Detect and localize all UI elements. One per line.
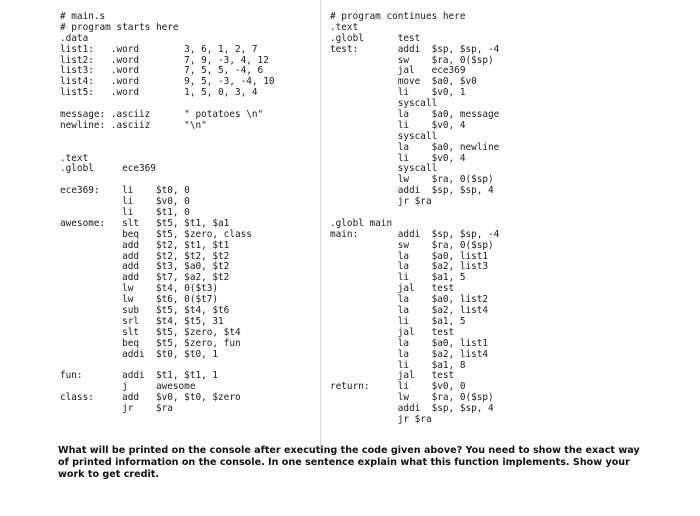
right-code-line: syscall: [330, 98, 438, 110]
right-code-line: li $v0, 1: [330, 87, 466, 99]
right-code-line: la $a2, list4: [330, 348, 489, 360]
left-code-line: li $v0, 0: [60, 196, 190, 208]
right-code-line: return: li $v0, 0: [330, 381, 466, 393]
left-code-line: add $t2, $t1, $t1: [60, 239, 230, 251]
left-code-line: newline: .asciiz "\n": [60, 119, 207, 131]
right-code-line: jal test: [330, 283, 455, 295]
right-code-line: la $a0, newline: [330, 141, 500, 153]
left-code-line: add $t2, $t2, $t2: [60, 250, 230, 262]
left-code-line: list3: .word 7, 5, 5, -4, 6: [60, 65, 264, 77]
right-code-line: la $a0, message: [330, 109, 500, 121]
left-code-line: awesome: slt $t5, $t1, $a1: [60, 217, 230, 229]
right-code-line: .text: [330, 21, 359, 33]
right-code-line: la $a2, list3: [330, 261, 489, 273]
right-code-line: main: addi $sp, $sp, -4: [330, 228, 500, 240]
left-code-line: list5: .word 1, 5, 0, 3, 4: [60, 87, 258, 99]
left-code-line: .globl ece369: [60, 163, 156, 175]
right-code-line: # program continues here: [330, 11, 466, 22]
left-code-column: [60, 12, 350, 415]
right-code-line: move $a0, $v0: [330, 76, 477, 88]
right-code-line: la $a0, list1: [330, 337, 489, 349]
right-code-line: li $a1, 8: [330, 359, 466, 371]
right-code-line: jr $ra: [330, 196, 432, 208]
right-code-line: li $v0, 4: [330, 152, 466, 164]
right-code-line: lw $ra, 0($sp): [330, 392, 494, 404]
right-code-line: sw $ra, 0($sp): [330, 54, 494, 66]
left-code-line: class: add $v0, $t0, $zero: [60, 392, 241, 404]
right-code-line: jal ece369: [330, 65, 466, 77]
right-code-line: .globl test: [330, 32, 421, 44]
left-code-line: [60, 132, 350, 143]
left-code-line: ece369: li $t0, 0: [60, 185, 190, 197]
right-code-line: jr $ra: [330, 413, 432, 425]
left-code-line: message: .asciiz " potatoes \n": [60, 109, 264, 121]
right-code-line: lw $ra, 0($sp): [330, 174, 494, 186]
right-code-line: li $a1, 5: [330, 272, 466, 284]
right-code-line: sw $ra, 0($sp): [330, 239, 494, 251]
right-code-column: [330, 12, 670, 426]
left-code-line: slt $t5, $zero, $t4: [60, 326, 241, 338]
left-code-line: li $t1, 0: [60, 207, 190, 219]
right-code-line: jal test: [330, 370, 455, 382]
right-code-line: la $a0, list1: [330, 250, 489, 262]
left-code-line: addi $t0, $t0, 1: [60, 348, 219, 360]
right-code-line: jal test: [330, 326, 455, 338]
right-code-line: la $a0, list2: [330, 294, 489, 306]
left-code-line: lw $t6, 0($t7): [60, 294, 219, 306]
right-code-line: li $v0, 4: [330, 119, 466, 131]
right-code-line: .globl main: [330, 217, 393, 229]
right-code-line: syscall: [330, 130, 438, 142]
right-code-line: la $a2, list4: [330, 305, 489, 317]
left-code-line: srl $t4, $t5, 31: [60, 315, 224, 327]
left-code-line: lw $t4, 0($t3): [60, 283, 219, 295]
left-code-line: # program starts here: [60, 21, 179, 33]
left-code-line: .data: [60, 32, 89, 44]
left-code-line: beq $t5, $zero, class: [60, 228, 252, 240]
left-code-line: add $t7, $a2, $t2: [60, 272, 230, 284]
left-code-line: [60, 143, 350, 154]
right-code-line: li $a1, 5: [330, 315, 466, 327]
right-code-line: syscall: [330, 163, 438, 175]
left-code-line: sub $t5, $t4, $t6: [60, 305, 230, 317]
right-code-line: addi $sp, $sp, 4: [330, 403, 494, 415]
left-code-line: # main.s: [60, 11, 106, 22]
right-code-line: test: addi $sp, $sp, -4: [330, 43, 500, 55]
left-code-line: jr $ra: [60, 403, 173, 415]
left-code-line: add $t3, $a0, $t2: [60, 261, 230, 273]
left-code-line: list2: .word 7, 9, -3, 4, 12: [60, 54, 269, 66]
left-code-line: j awesome: [60, 381, 196, 393]
left-code-line: .text: [60, 152, 89, 164]
left-code-line: list1: .word 3, 6, 1, 2, 7: [60, 43, 258, 55]
left-code-line: beq $t5, $zero, fun: [60, 337, 241, 349]
left-code-line: fun: addi $t1, $t1, 1: [60, 370, 219, 382]
question-text: What will be printed on the console after executing the code given above? You need to show the exact way of printed information on the console. In one sentence explain what this function implements. Show your work to get credit.: [58, 445, 640, 480]
right-code-line: addi $sp, $sp, 4: [330, 185, 494, 197]
column-divider: [320, 0, 321, 456]
left-code-line: list4: .word 9, 5, -3, -4, 10: [60, 76, 275, 88]
